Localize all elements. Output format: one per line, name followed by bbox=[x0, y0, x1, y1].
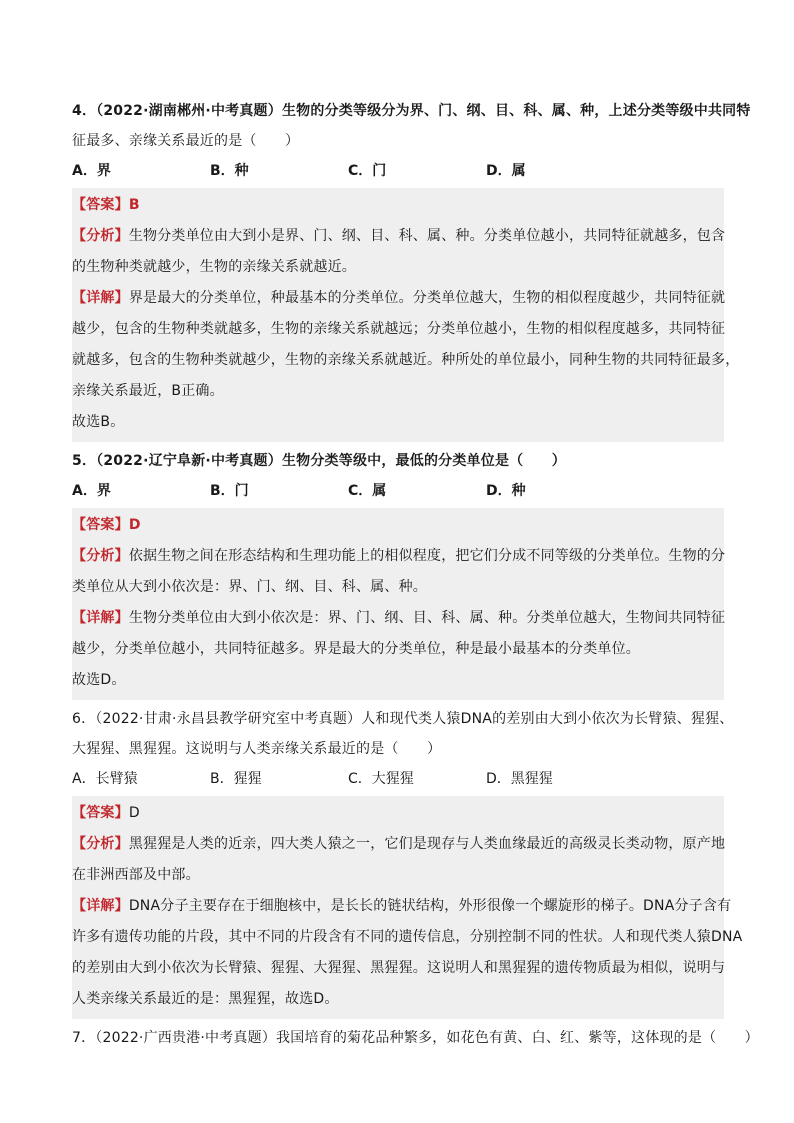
question-6-stem-line-1: 6．（2022·甘肃·永昌县教学研究室中考真题）人和现代类人猿DNA的差别由大到小依次为长臂猿、猩猩、 bbox=[72, 711, 734, 727]
detail-text: 就越多，包含的生物种类就越少，生物的亲缘关系就越近。种所处的单位最小，同种生物的共同特征最多， bbox=[72, 352, 740, 368]
analysis-tag: 【分析】 bbox=[72, 228, 129, 244]
detail-text: 许多有遗传功能的片段，其中不同的片段含有不同的遗传信息，分别控制不同的性状。人和现代类人猿DNA bbox=[72, 929, 743, 945]
question-4-options bbox=[72, 156, 724, 186]
analysis-text: 在非洲西部及中部。 bbox=[72, 867, 200, 883]
detail-tag: 【详解】 bbox=[72, 610, 129, 626]
option-b[interactable]: B．种 bbox=[210, 163, 249, 179]
question-4 bbox=[72, 96, 751, 442]
detail-tag: 【详解】 bbox=[72, 898, 129, 914]
question-7-stem-line-1: 7．（2022·广西贵港·中考真题）我国培育的菊花品种繁多，如花色有黄、白、红、紫等，这体现的是（ ） bbox=[72, 1030, 759, 1046]
detail-text: 界是最大的分类单位，种最基本的分类单位。分类单位越大，生物的相似程度越少，共同特征就 bbox=[128, 290, 726, 306]
analysis-tag: 【分析】 bbox=[72, 548, 129, 564]
analysis-text: 生物分类单位由大到小是界、门、纲、目、科、属、种。分类单位越小，共同特征就越多，包含 bbox=[128, 228, 726, 244]
option-a[interactable]: A．界 bbox=[72, 163, 111, 179]
detail-text: 越少，分类单位越小，共同特征越多。界是最大的分类单位，种是最小最基本的分类单位。 bbox=[72, 641, 640, 657]
conclusion-text: 故选B。 bbox=[72, 414, 125, 430]
question-4-stem-line-2: 征最多、亲缘关系最近的是（ ） bbox=[72, 133, 300, 149]
question-5-stem-line-1: 5．（2022·辽宁阜新·中考真题）生物分类等级中，最低的分类单位是（ ） bbox=[72, 453, 566, 469]
option-d[interactable]: D．黑猩猩 bbox=[486, 771, 553, 787]
option-c[interactable]: C．属 bbox=[348, 483, 387, 499]
analysis-text: 的生物种类就越少，生物的亲缘关系就越近。 bbox=[72, 259, 356, 275]
option-c[interactable]: C．门 bbox=[348, 163, 387, 179]
question-6-options bbox=[72, 764, 724, 794]
question-5 bbox=[72, 446, 724, 700]
answer-tag: 【答案】 bbox=[72, 517, 129, 533]
analysis-tag: 【分析】 bbox=[72, 836, 129, 852]
question-5-solution bbox=[72, 508, 724, 700]
option-a[interactable]: A．长臂猿 bbox=[72, 771, 138, 787]
detail-text: 人类亲缘关系最近的是：黑猩猩，故选D。 bbox=[72, 991, 339, 1007]
answer-value: B bbox=[128, 197, 140, 213]
option-b[interactable]: B．门 bbox=[210, 483, 249, 499]
conclusion-text: 故选D。 bbox=[72, 672, 126, 688]
detail-text: 亲缘关系最近，B正确。 bbox=[72, 383, 224, 399]
answer-value: D bbox=[128, 517, 141, 533]
option-b[interactable]: B．猩猩 bbox=[210, 771, 262, 787]
analysis-text: 类单位从大到小依次是：界、门、纲、目、科、属、种。 bbox=[72, 579, 427, 595]
detail-text: 的差别由大到小依次为长臂猿、猩猩、大猩猩、黑猩猩。这说明人和黑猩猩的遗传物质最为相似，说明与 bbox=[72, 960, 726, 976]
question-6-stem-line-2: 大猩猩、黑猩猩。这说明与人类亲缘关系最近的是（ ） bbox=[72, 741, 442, 757]
detail-text: 生物分类单位由大到小依次是：界、门、纲、目、科、属、种。分类单位越大，生物间共同特征 bbox=[128, 610, 726, 626]
question-6 bbox=[72, 704, 743, 1019]
question-6-solution bbox=[72, 796, 743, 1019]
option-d[interactable]: D．属 bbox=[486, 163, 526, 179]
detail-tag: 【详解】 bbox=[72, 290, 129, 306]
detail-text: DNA分子主要存在于细胞核中，是长长的链状结构，外形很像一个螺旋形的梯子。DNA分子含有 bbox=[128, 898, 732, 914]
question-5-options bbox=[72, 476, 724, 506]
option-d[interactable]: D．种 bbox=[486, 483, 526, 499]
question-7 bbox=[72, 1023, 759, 1053]
detail-text: 越少，包含的生物种类就越多，生物的亲缘关系就越远；分类单位越小，生物的相似程度越多，共同特征 bbox=[72, 321, 726, 337]
option-c[interactable]: C．大猩猩 bbox=[348, 771, 414, 787]
answer-value: D bbox=[128, 805, 140, 821]
question-4-stem-line-1: 4．（2022·湖南郴州·中考真题）生物的分类等级分为界、门、纲、目、科、属、种，上述分类等级中共同特 bbox=[72, 103, 751, 119]
answer-tag: 【答案】 bbox=[72, 197, 129, 213]
question-4-solution bbox=[72, 188, 740, 442]
option-a[interactable]: A．界 bbox=[72, 483, 111, 499]
answer-tag: 【答案】 bbox=[72, 805, 129, 821]
analysis-text: 黑猩猩是人类的近亲，四大类人猿之一，它们是现存与人类血缘最近的高级灵长类动物，原产地 bbox=[128, 836, 726, 852]
document-page bbox=[72, 96, 759, 1053]
analysis-text: 依据生物之间在形态结构和生理功能上的相似程度，把它们分成不同等级的分类单位。生物的分 bbox=[128, 548, 726, 564]
